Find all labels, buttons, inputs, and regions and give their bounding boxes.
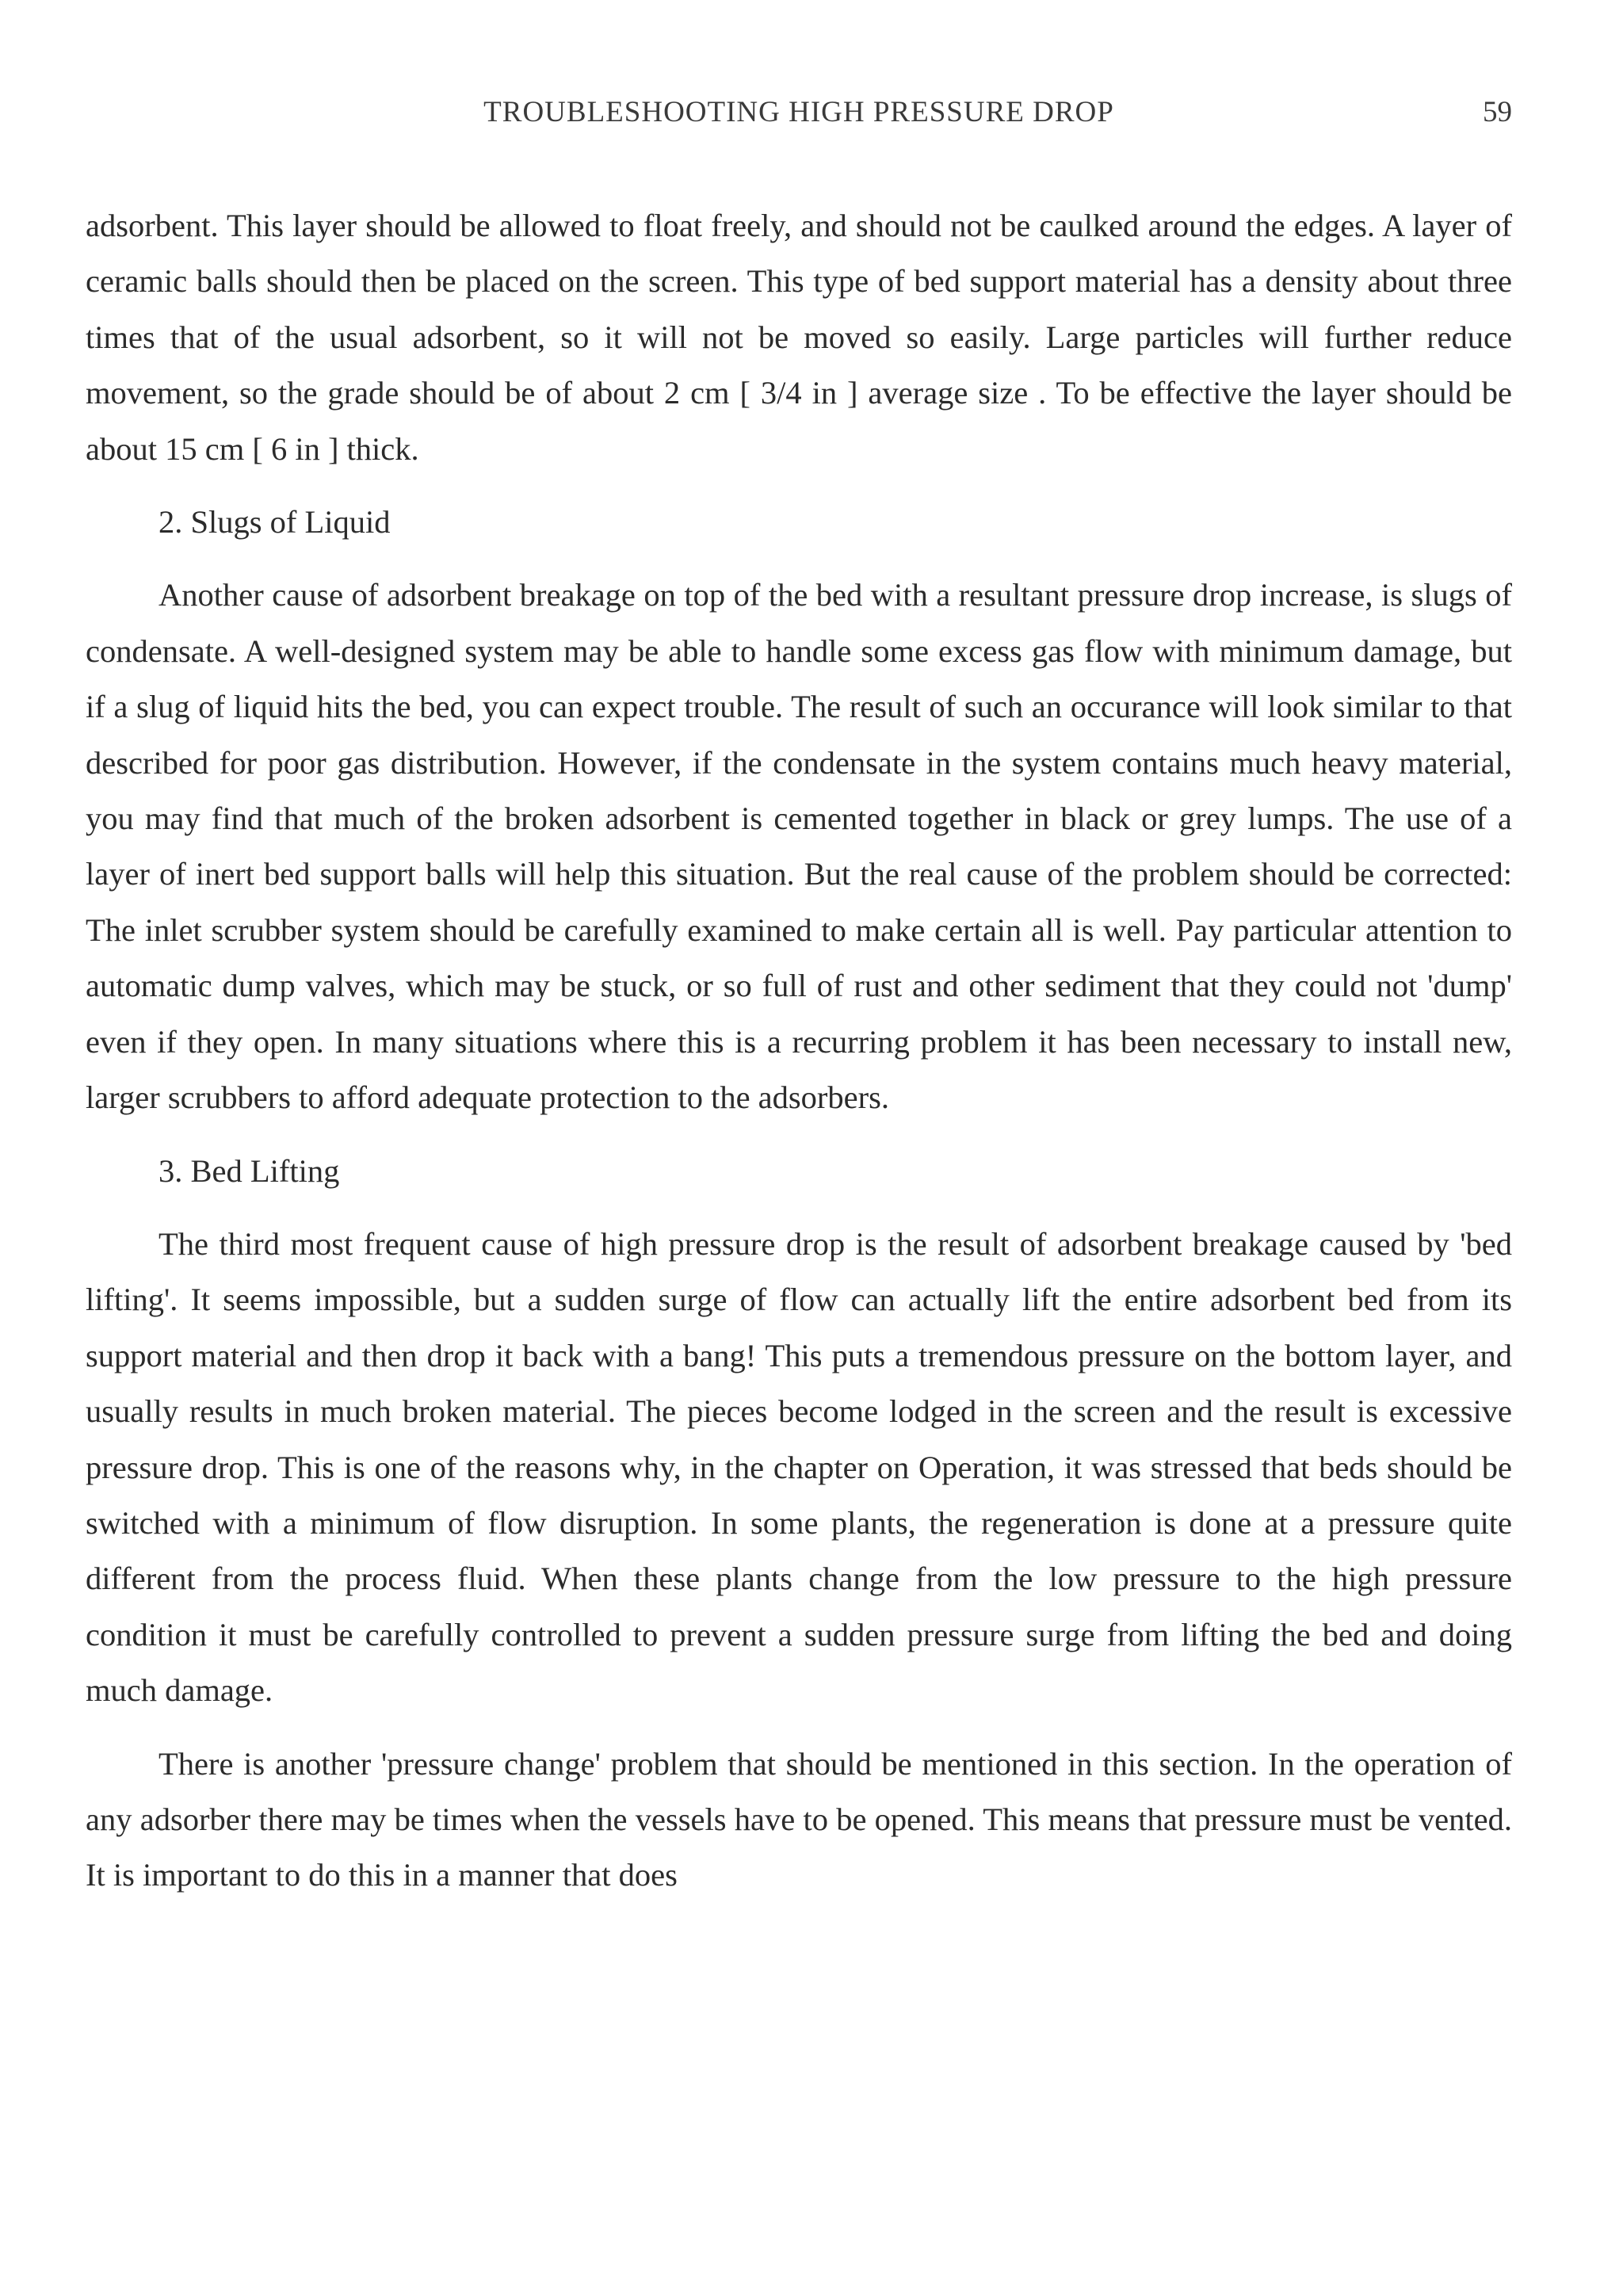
running-title: TROUBLESHOOTING HIGH PRESSURE DROP bbox=[483, 96, 1114, 128]
paragraph-pressure-venting: There is another 'pressure change' problem that should be mentioned in this section. In the operation of any adsorber there may be times when the vessels have to be opened. This means that pressure must be vented. It is important to do this in a manner that does bbox=[86, 1745, 1512, 1893]
section-heading-bed-lifting: 3. Bed Lifting bbox=[158, 1152, 340, 1189]
paragraph-bed-lifting: The third most frequent cause of high pressure drop is the result of adsorbent breakage caused by 'bed lifting'. It seems impossible, but a sudden surge of flow can actually lift the entire adsorbent bed from its support material and then drop it back with a bang! This puts a tremendous pressure on the bottom layer, and usually results in much broken material. The pieces become lodged in the screen and the result is excessive pressure drop. This is one of the reasons why, in the chapter on Operation, it was stressed that beds should be switched with a minimum of flow disruption. In some plants, the regeneration is done at a pressure quite different from the process fluid. When these plants change from the low pressure to the high pressure condition it must be carefully controlled to prevent a sudden pressure surge from lifting the bed and doing much damage. bbox=[86, 1225, 1512, 1709]
running-head bbox=[86, 95, 1512, 135]
body-text bbox=[86, 198, 1512, 1904]
paragraph-continued: adsorbent. This layer should be allowed to float freely, and should not be caulked around the edges. A layer of ceramic balls should then be placed on the screen. This type of bed support material has a density about three times that of the usual adsorbent, so it will not be moved so easily. Large particles will further reduce movement, so the grade should be of about 2 cm [ 3/4 in ] average size . To be effective the layer should be about 15 cm [ 6 in ] thick. bbox=[86, 208, 1512, 467]
page-number: 59 bbox=[1483, 96, 1512, 128]
section-heading-slugs-of-liquid: 2. Slugs of Liquid bbox=[158, 504, 391, 541]
paragraph-slugs-of-liquid: Another cause of adsorbent breakage on top of the bed with a resultant pressure drop increase, is slugs of condensate. A well-designed system may be able to handle some excess gas flow with minimum damage, but if a slug of liquid hits the bed, you can expect trouble. The result of such an occurance will look similar to that described for poor gas distribution. However, if the condensate in the system contains much heavy material, you may find that much of the broken adsorbent is cemented together in black or grey lumps. The use of a layer of inert bed support balls will help this situation. But the real cause of the problem should be corrected: The inlet scrubber system should be carefully examined to make certain all is well. Pay particular attention to automatic dump valves, which may be stuck, or so full of rust and other sediment that they could not 'dump' even if they open. In many situations where this is a recurring problem it has been necessary to install new, larger scrubbers to afford adequate protection to the adsorbers. bbox=[86, 577, 1512, 1116]
